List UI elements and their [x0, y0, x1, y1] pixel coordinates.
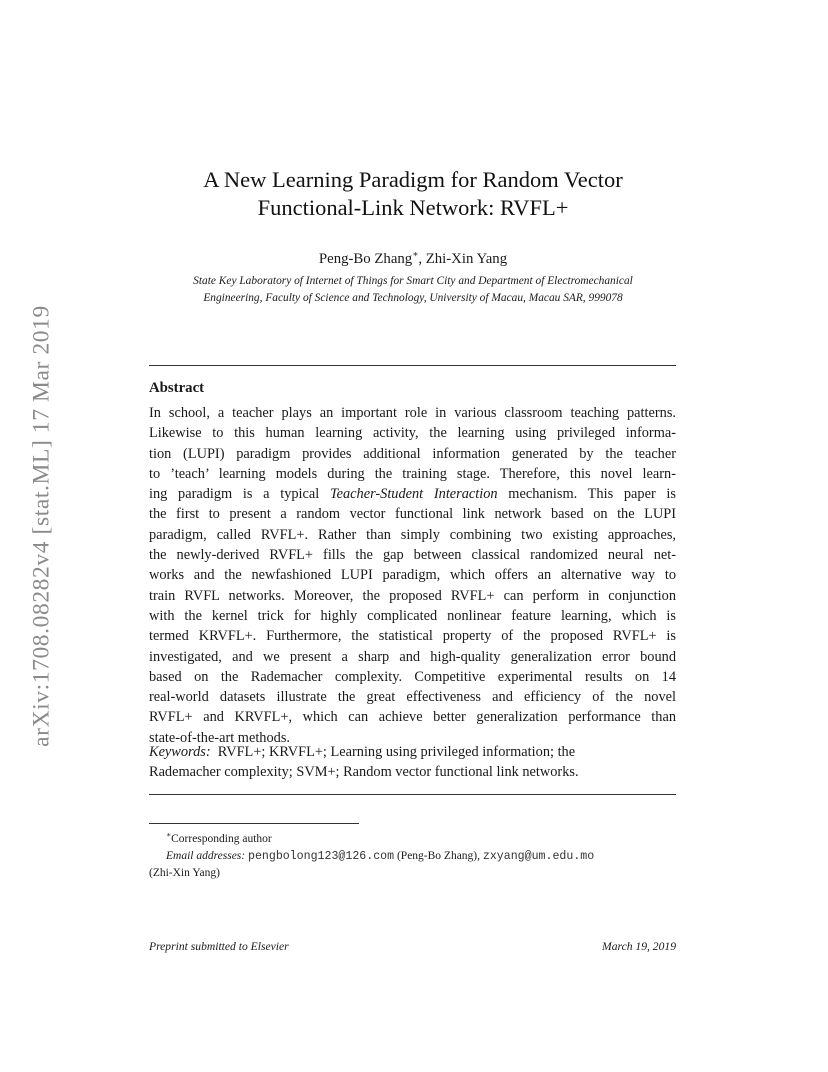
paper-title-line-2: Functional-Link Network: RVFL+ [257, 195, 569, 220]
abstract-emphasis: Teacher-Student Interaction [329, 486, 498, 503]
abstract-line: tion (LUPI) paradigm provides additional information generated by the teacher [149, 445, 676, 462]
abstract-line: the newly-derived RVFL+ fills the gap between classical randomized neural net- [149, 547, 676, 564]
arxiv-stamp-text: arXiv:1708.08282v4 [stat.ML] 17 Mar 2019 [28, 305, 55, 747]
abstract-heading: Abstract [149, 380, 205, 396]
author-rest: , Zhi-Xin Yang [418, 250, 508, 267]
keywords-line-2: Rademacher complexity; SVM+; Random vector functional link networks. [149, 764, 579, 781]
abstract-line-with-emphasis [149, 484, 676, 504]
abstract-line: In school, a teacher plays an important role in various classroom teaching patterns. [149, 405, 676, 421]
keywords-line-1 [149, 742, 676, 762]
abstract-line: investigated, and we present a sharp and high-quality generalization error bound [149, 648, 676, 665]
abstract-line: based on the Rademacher complexity. Competitive experimental results on 14 [149, 668, 676, 685]
abstract-line: with the kernel trick for highly complicated nonlinear feature learning, which is [149, 607, 676, 624]
abstract-line: the first to present a random vector functional link network based on the LUPI [149, 506, 676, 523]
author-first: Peng-Bo Zhang [318, 250, 413, 267]
keywords-text-1: RVFL+; KRVFL+; Learning using privileged information; the [210, 744, 576, 760]
abstract-line: train RVFL networks. Moreover, the proposed RVFL+ can perform in conjunction [149, 587, 676, 604]
abstract-line: real-world datasets illustrate the great effectiveness and efficiency of the novel [149, 689, 676, 706]
footnote-rule [149, 823, 359, 824]
footnote-mark: ∗ [166, 830, 172, 839]
arxiv-stamp [22, 278, 62, 774]
abstract-line: state-of-the-art methods. [149, 729, 290, 746]
abstract-bottom-rule [149, 794, 676, 795]
affiliation [120, 273, 706, 307]
abstract-top-rule [149, 365, 676, 366]
email-owner-zhang: (Peng-Bo Zhang), [394, 849, 483, 862]
email-link-yang[interactable]: zxyang@um.edu.mo [482, 849, 595, 863]
author-list [150, 244, 676, 269]
email-owner-yang: (Zhi-Xin Yang) [149, 866, 220, 879]
paper-title [150, 166, 676, 222]
abstract-line: Likewise to this human learning activity, the learning using privileged informa- [149, 425, 676, 442]
abstract-body [149, 403, 676, 748]
footnote-corresponding-text: Corresponding author [171, 832, 272, 845]
keywords [149, 742, 676, 783]
abstract-line: to ’teach’ learning models during the training stage. Therefore, this novel learn- [149, 465, 676, 482]
abstract-line: RVFL+ and KRVFL+, which can achieve better generalization performance than [149, 709, 676, 726]
footnote-corresponding [149, 826, 679, 848]
abstract-line-start: ing paradigm is a typical [149, 486, 330, 503]
corresponding-author-mark: ∗ [412, 249, 419, 259]
abstract-line: termed KRVFL+. Furthermore, the statistical property of the proposed RVFL+ is [149, 628, 676, 645]
abstract-line: works and the newfashioned LUPI paradigm, which offers an alternative way to [149, 567, 676, 584]
footnotes [149, 826, 679, 882]
affiliation-line-1: State Key Laboratory of Internet of Things for Smart City and Department of Electromechanical [193, 275, 633, 287]
abstract-line: paradigm, called RVFL+. Rather than simply combining two existing approaches, [149, 526, 676, 543]
affiliation-line-2: Engineering, Faculty of Science and Technology, University of Macau, Macau SAR, 999078 [203, 292, 623, 304]
email-label: Email addresses: [166, 849, 246, 862]
abstract-line-end: mechanism. This paper is [497, 486, 676, 503]
footnote-emails [149, 848, 679, 865]
paper-title-line-1: A New Learning Paradigm for Random Vector [203, 167, 623, 192]
email-link-zhang[interactable]: pengbolong123@126.com [247, 849, 395, 863]
preprint-date: March 19, 2019 [602, 940, 676, 953]
keywords-label: Keywords: [149, 744, 211, 760]
preprint-journal: Preprint submitted to Elsevier [149, 940, 289, 953]
